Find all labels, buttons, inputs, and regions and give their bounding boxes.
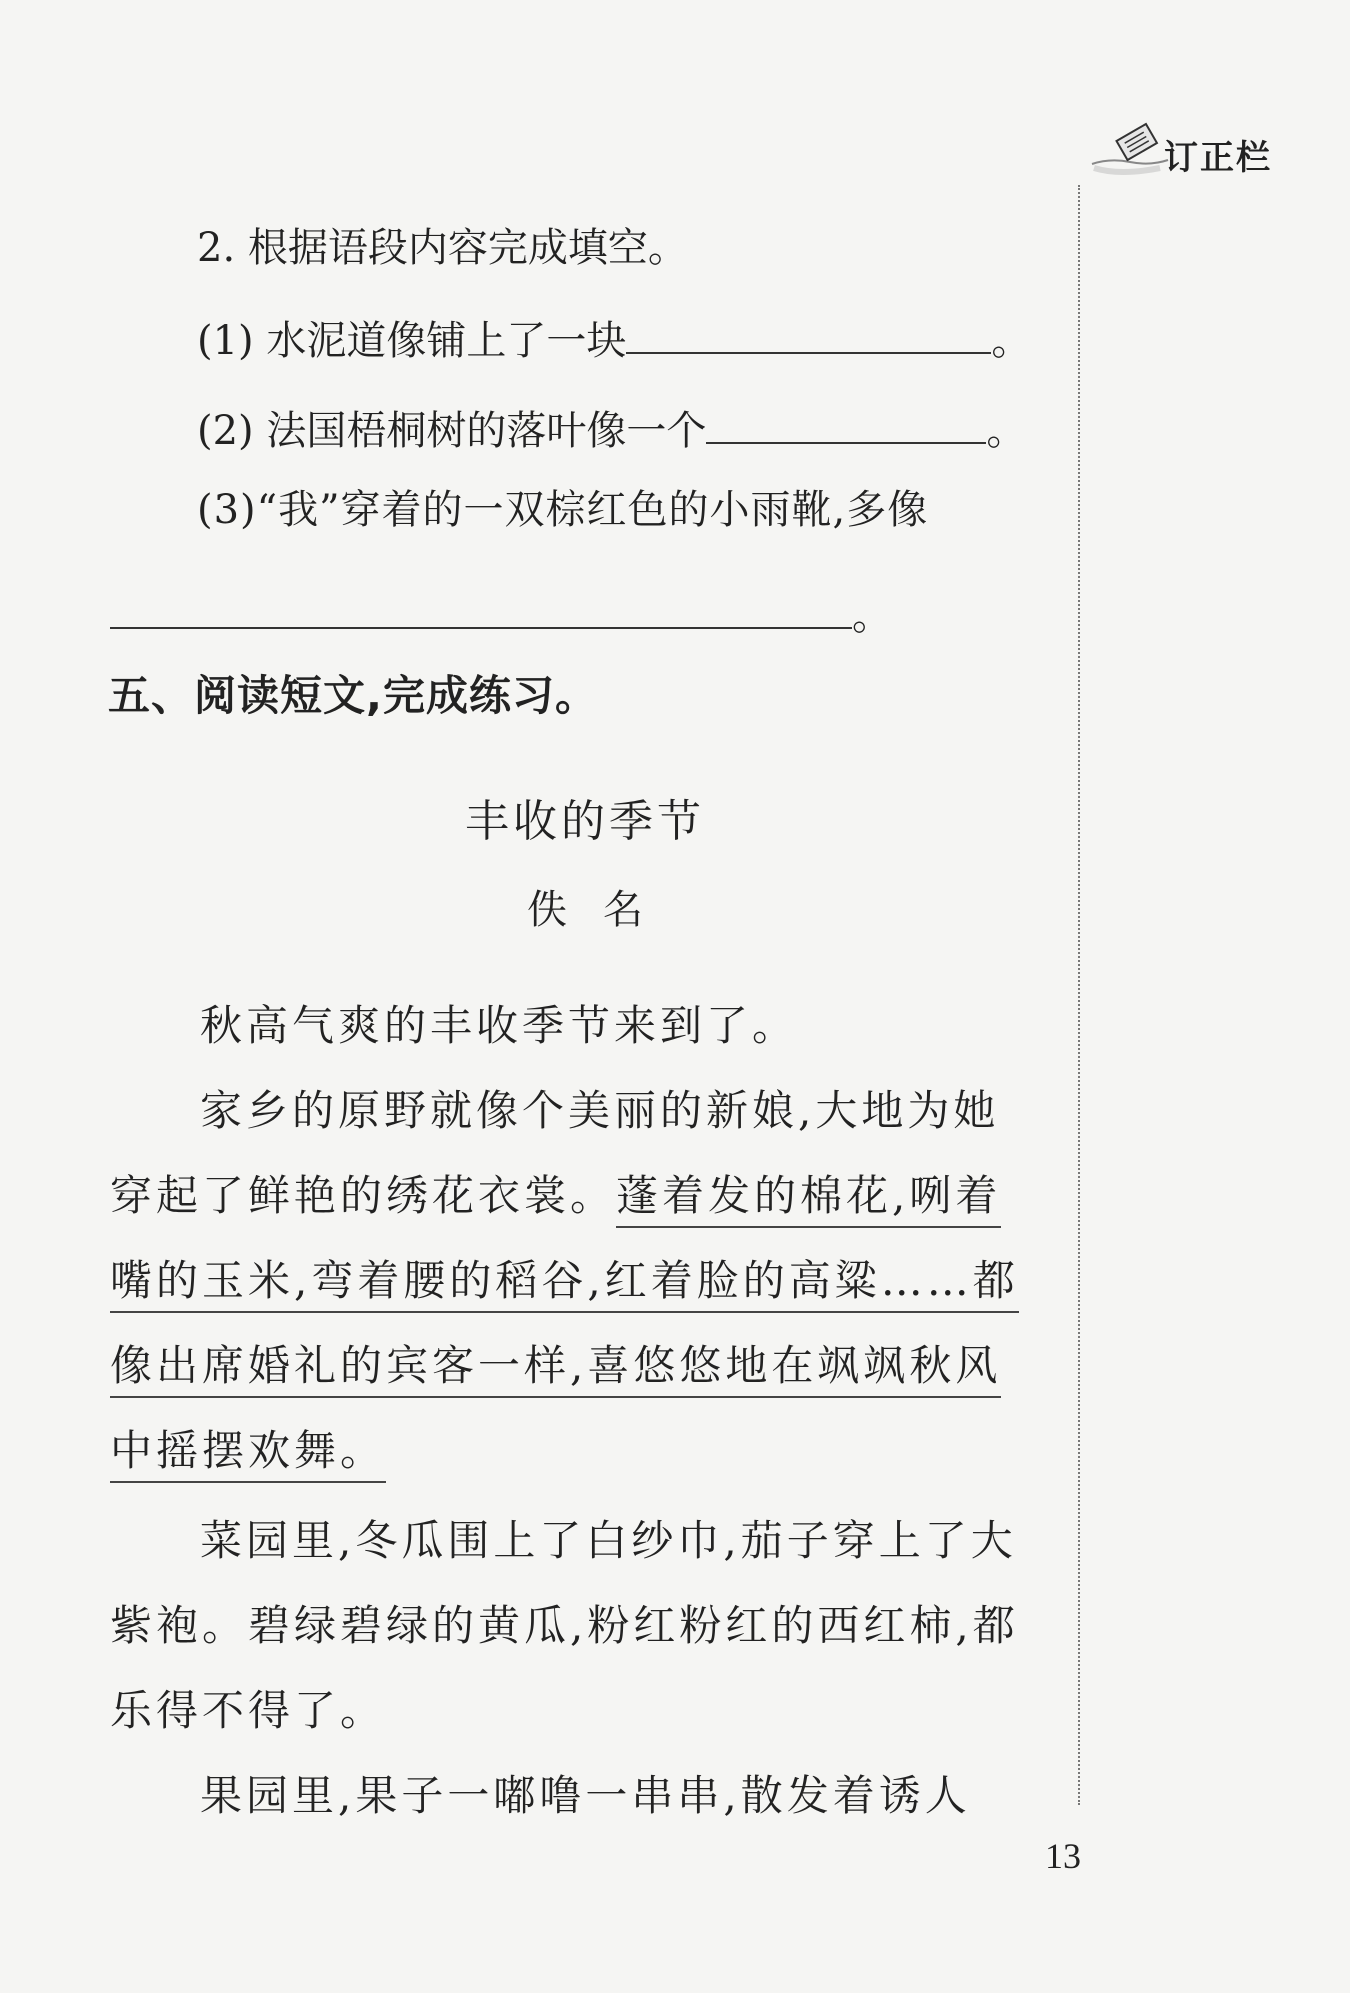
- article-line: 果园里,果子一嘟噜一串串,散发着诱人: [200, 1771, 971, 1820]
- underlined-sentence: 嘴的玉米,弯着腰的稻谷,红着脸的高粱……都: [110, 1256, 1019, 1313]
- fill-blank-2[interactable]: [706, 408, 986, 444]
- fill-item-1: [197, 318, 1032, 364]
- article-line: [110, 1426, 1060, 1475]
- fill-blank-1[interactable]: [626, 318, 991, 354]
- pencil-eraser-icon: [1090, 118, 1170, 178]
- fill-item-3-text: (3)“我”穿着的一双棕红色的小雨靴,多像: [197, 487, 929, 533]
- fill-item-3-end: 。: [852, 593, 892, 639]
- section-5-title: 五、阅读短文,完成练习。: [108, 671, 598, 720]
- article-line: 紫袍。碧绿碧绿的黄瓜,粉红粉红的西红柿,都: [110, 1601, 1019, 1650]
- fill-item-2-end: 。: [986, 408, 1027, 454]
- correction-column-divider: [1078, 185, 1080, 1805]
- article-line-text: 穿起了鲜艳的绣花衣裳。: [110, 1171, 617, 1220]
- article-line: [110, 1341, 1060, 1390]
- article-title: 丰收的季节: [465, 796, 705, 847]
- article-line: 秋高气爽的丰收季节来到了。: [200, 1001, 799, 1050]
- article-line: 家乡的原野就像个美丽的新娘,大地为她: [200, 1086, 1000, 1135]
- fill-item-3-answer-line: [110, 593, 892, 639]
- fill-item-2-text: (2) 法国梧桐树的落叶像一个: [197, 408, 707, 454]
- fill-item-1-end: 。: [991, 318, 1032, 364]
- article-line: [110, 1256, 1060, 1305]
- fill-blank-3[interactable]: [110, 593, 852, 629]
- underlined-sentence: 像出席婚礼的宾客一样,喜悠悠地在飒飒秋风: [110, 1341, 1001, 1398]
- correction-column-title: 订正栏: [1164, 138, 1272, 178]
- fill-item-2: [197, 408, 1027, 454]
- fill-item-1-text: (1) 水泥道像铺上了一块: [197, 318, 627, 364]
- article-line: 菜园里,冬瓜围上了白纱巾,茄子穿上了大: [200, 1516, 1017, 1565]
- correction-column-header: [1090, 118, 1330, 188]
- article-line: [110, 1171, 1060, 1220]
- underlined-sentence: 中摇摆欢舞。: [110, 1426, 386, 1483]
- underlined-sentence: 蓬着发的棉花,咧着: [616, 1171, 1001, 1228]
- page-number: 13: [1045, 1836, 1081, 1876]
- article-author: 佚名: [527, 887, 679, 933]
- article-line: 乐得不得了。: [110, 1686, 387, 1735]
- question-2-stem: 2. 根据语段内容完成填空。: [197, 225, 688, 271]
